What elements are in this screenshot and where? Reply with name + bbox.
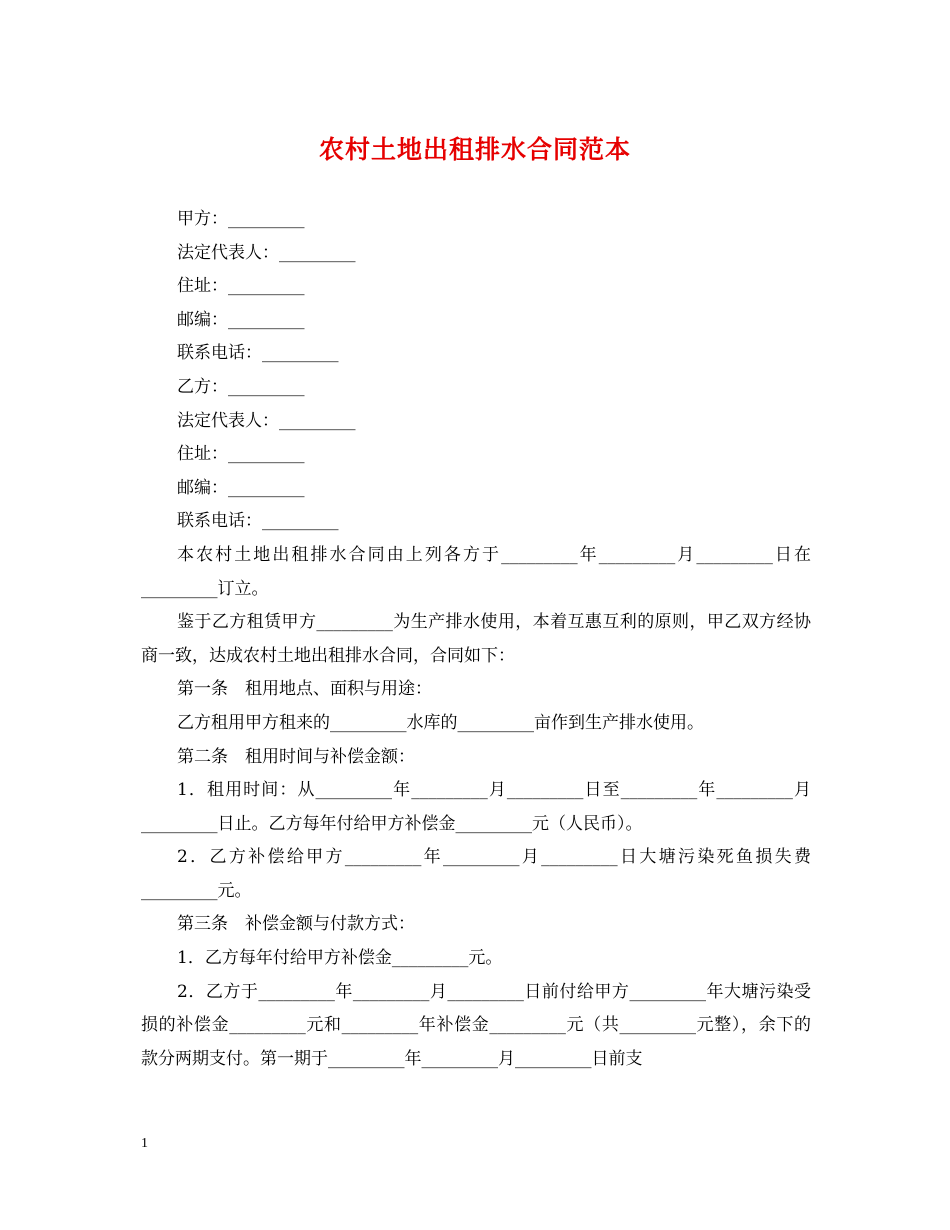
article-2-item-2: 2．乙方补偿给甲方_________年_________月_________日大塘污染死鱼损失费_________元。 [141,847,811,901]
party-a-name: 甲方：_________ [177,209,305,229]
party-b-address: 住址：_________ [177,444,305,465]
document-body [141,203,811,1076]
party-a-postcode: 邮编：_________ [177,309,305,330]
party-b-phone: 联系电话：_________ [177,511,339,532]
intro-paragraph: 本农村土地出租排水合同由上列各方于_________年_________月_________日在_________订立。 [141,544,811,599]
party-b-name: 乙方：_________ [177,376,305,397]
party-b-postcode: 邮编：_________ [177,477,305,498]
party-a-address: 住址：_________ [177,276,305,297]
party-a-phone: 联系电话：_________ [177,343,339,364]
document-title: 农村土地出租排水合同范本 [318,135,631,164]
party-b-legal-rep: 法定代表人：_________ [177,410,356,431]
article-1-text: 乙方租用甲方租来的_________水库的_________亩作到生产排水使用。 [177,712,704,733]
article-3-item-2: 2．乙方于_________年_________月_________日前付给甲方_________年大塘污染受损的补偿金_________元和_________年补偿金_________元（共_________元整），余下的款分两期支付。第一期于_________年_________月_________日前支 [141,981,811,1069]
page-number: 1 [141,1136,148,1151]
article-1-heading: 第一条 租用地点、面积与用途： [177,679,432,700]
article-3-heading: 第三条 补偿金额与付款方式： [177,914,415,935]
party-a-legal-rep: 法定代表人：_________ [177,242,356,263]
article-2-item-1: 1．租用时间：从_________年_________月_________日至_________年_________月_________日止。乙方每年付给甲方补偿金_________元（人民币）。 [141,780,811,834]
whereas-paragraph: 鉴于乙方租赁甲方_________为生产排水使用，本着互惠互利的原则，甲乙双方经协商一致，达成农村土地出租排水合同，合同如下： [141,612,811,666]
article-3-item-1: 1．乙方每年付给甲方补偿金_________元。 [177,948,503,969]
article-2-heading: 第二条 租用时间与补偿金额： [177,746,415,767]
